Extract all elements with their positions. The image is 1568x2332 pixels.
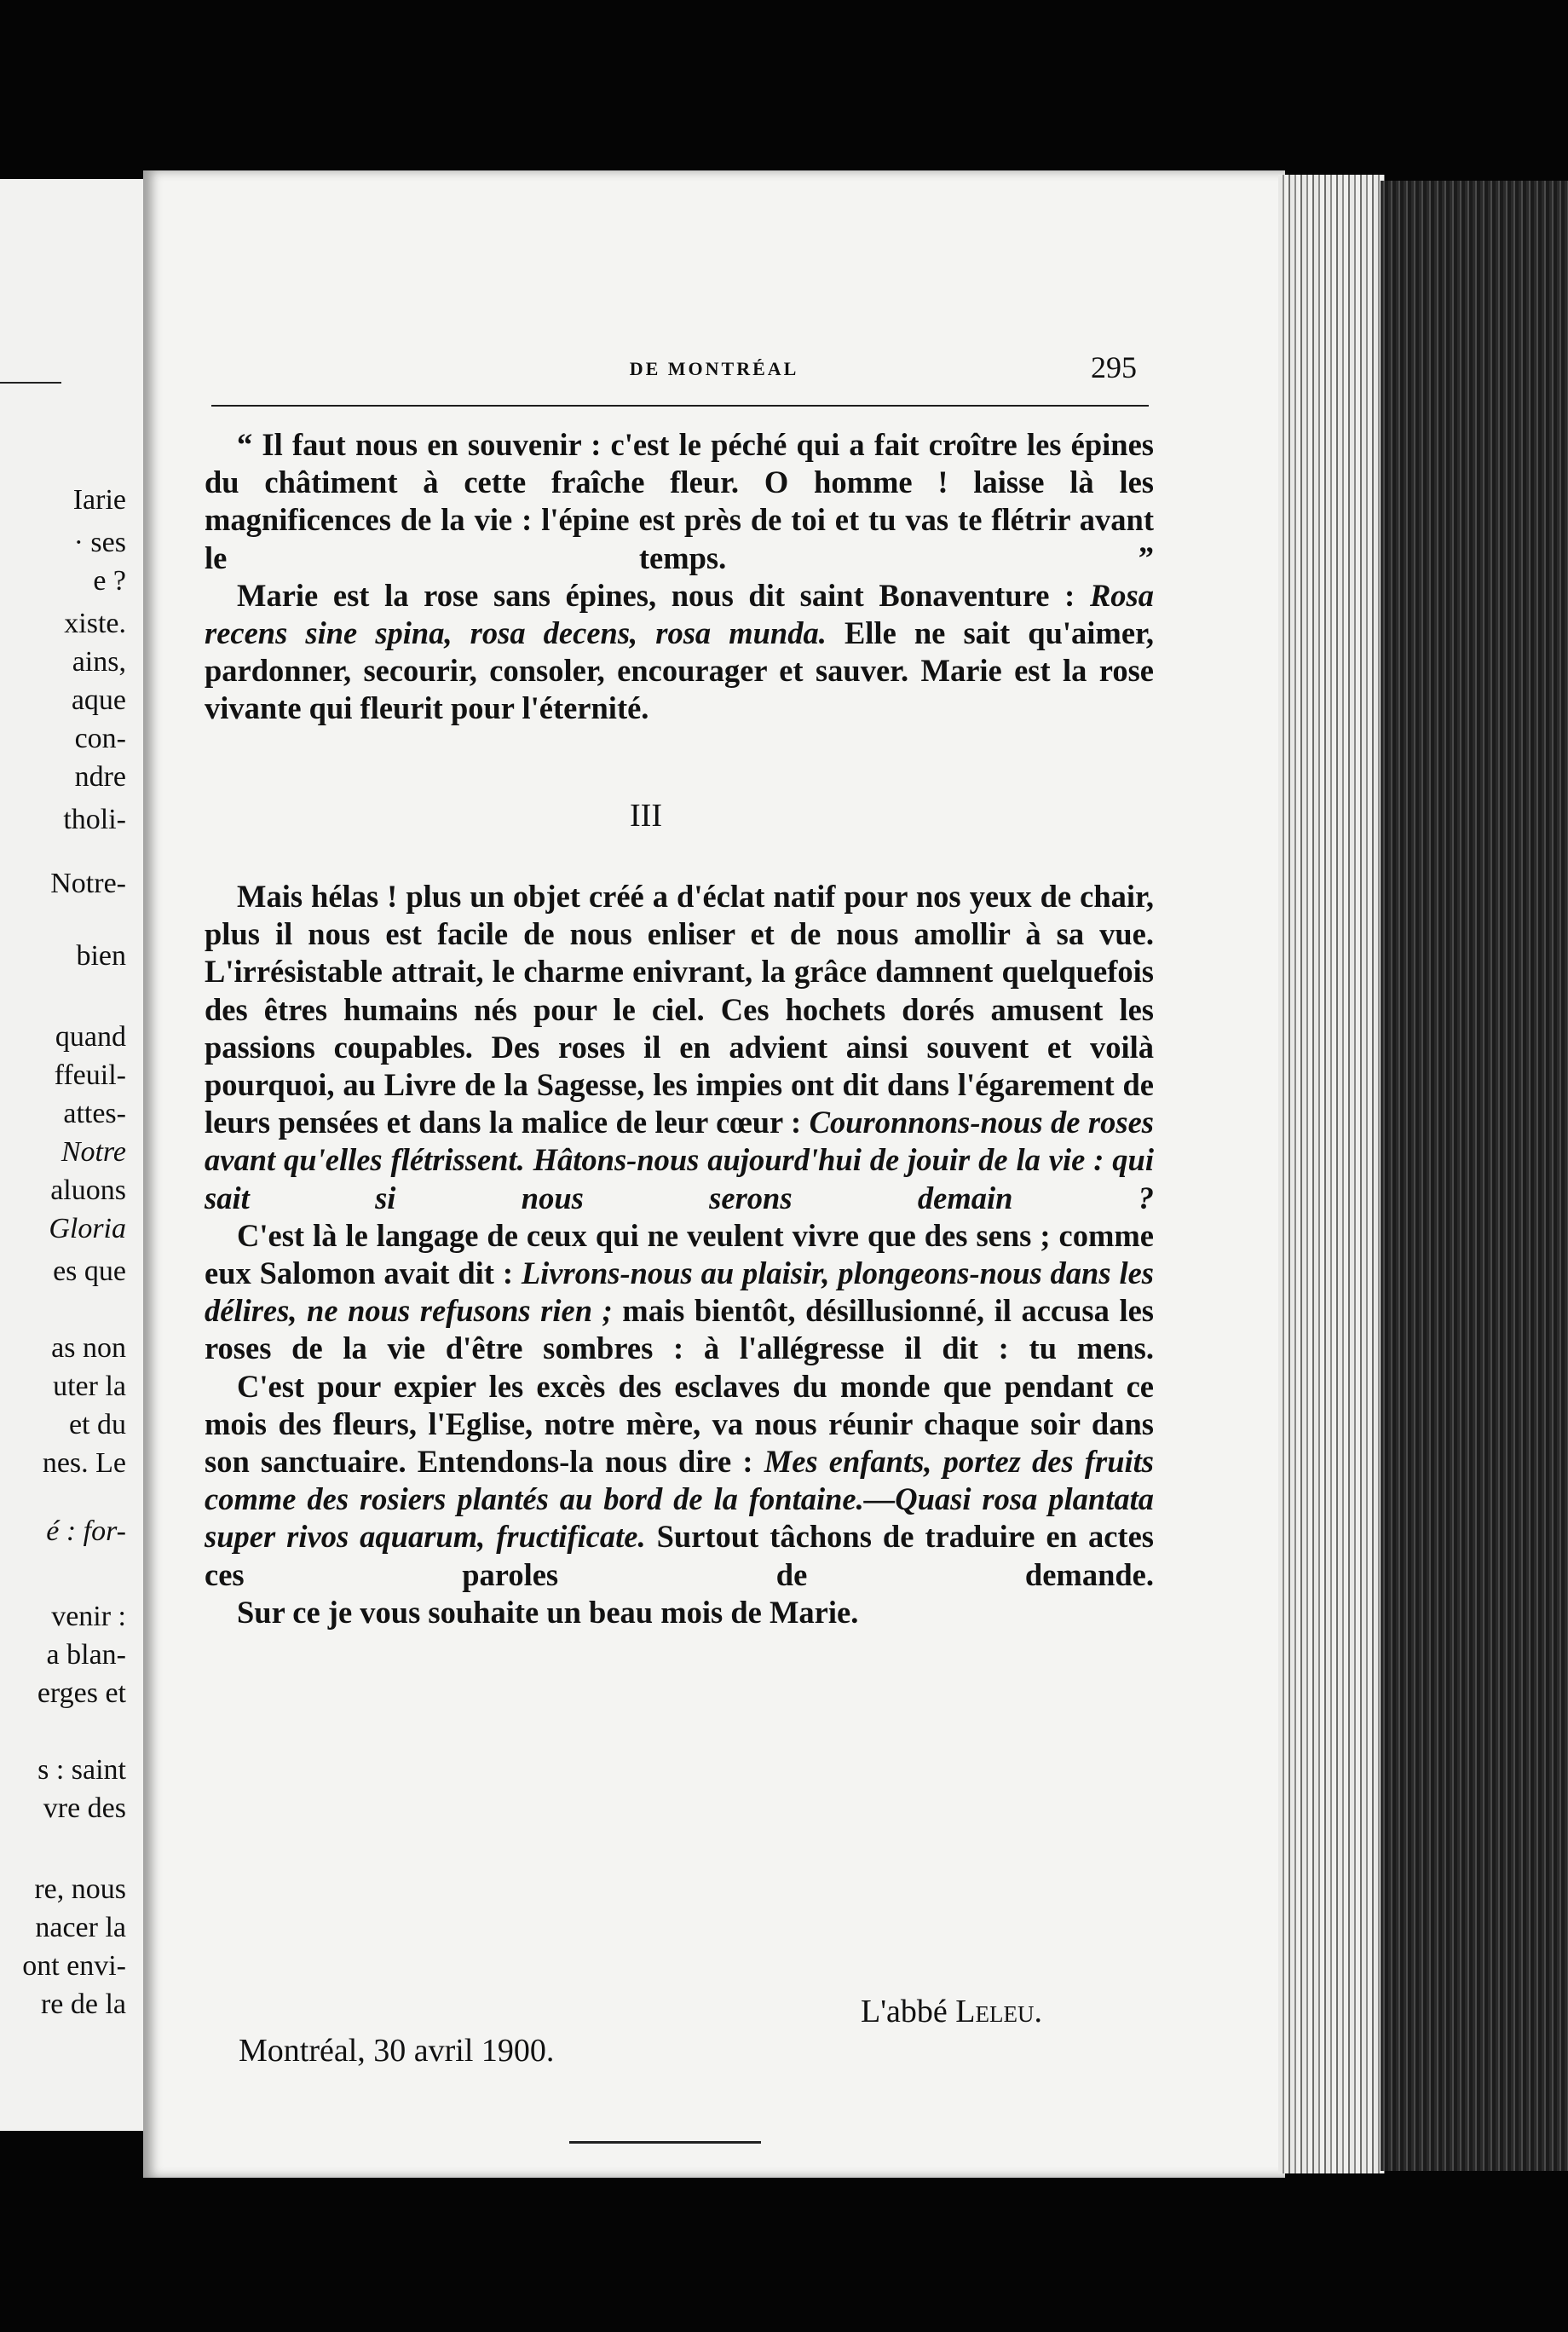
left-page-fragment: con- <box>74 723 126 754</box>
paragraph <box>205 878 1154 1217</box>
left-page-fragment: ffeuil- <box>54 1059 126 1091</box>
paragraph <box>205 577 1154 728</box>
left-page-fragment: a blan- <box>46 1639 126 1671</box>
place-date: Montréal, 30 avril 1900. <box>239 2033 555 2069</box>
text-block-part2 <box>205 878 1154 1631</box>
left-page-fragment: aluons <box>50 1175 126 1206</box>
signature-prefix: L'abbé <box>861 1994 956 2029</box>
signature-name: Leleu. <box>955 1994 1042 2029</box>
paragraph <box>205 1368 1154 1594</box>
left-page-fragment: as non <box>51 1332 126 1364</box>
left-page-fragment: attes- <box>63 1098 126 1129</box>
left-page-fragment: re de la <box>40 1989 126 2020</box>
left-page-header-rule <box>0 382 61 384</box>
italic-segment: Couronnons-nous de roses avant qu'elles flétrissent. Hâtons-nous aujourd'hui de jouir de la vie : qui sait si nous serons demain ? <box>205 1105 1154 1215</box>
left-page-fragment: s : saint <box>37 1754 126 1786</box>
text-block-part1 <box>205 426 1154 728</box>
left-page-fragment: é : for- <box>46 1515 126 1547</box>
page-edges <box>1278 175 1385 2173</box>
left-page-fragment: tholi- <box>63 804 126 835</box>
italic-segment: Livrons-nous au plaisir, plongeons-nous dans les délires, ne nous refusons rien ; <box>205 1255 1154 1329</box>
paragraph <box>205 1594 1154 1631</box>
text-segment: C'est pour expier les excès des esclaves du monde que pendant ce mois des fleurs, l'Eglise, notre mère, va nous réunir chaque soir dans son sanctuaire. Entendons-la nous dire : <box>205 1368 1154 1480</box>
text-segment: Marie est la rose sans épines, nous dit saint Bonaventure : <box>237 577 1090 613</box>
paragraph <box>205 426 1154 577</box>
left-page-fragment: ont envi- <box>22 1950 126 1982</box>
left-page-fragment: Gloria <box>49 1213 126 1244</box>
left-page-fragment: Notre <box>61 1136 126 1168</box>
left-page-fragment: quand <box>55 1021 126 1053</box>
text-segment: “ Il faut nous en souvenir : c'est le péché qui a fait croître les épines du châtiment à cette fraîche fleur. O homme ! laisse là les magnificences de la vie : l'épine est près de toi et tu vas te flétrir avant le temps. ” <box>205 427 1154 575</box>
left-facing-page <box>0 179 147 2131</box>
running-head: DE MONTRÉAL <box>629 358 799 379</box>
left-page-fragment: · ses <box>73 527 126 558</box>
paragraph <box>205 1217 1154 1368</box>
italic-segment: Rosa recens sine spina, rosa decens, rosa munda. <box>205 577 1154 651</box>
left-page-fragment: xiste. <box>64 608 126 639</box>
left-page-fragment: ains, <box>72 646 126 678</box>
left-page-fragment: erges et <box>37 1677 126 1709</box>
text-segment: Mais hélas ! plus un objet créé a d'éclat natif pour nos yeux de chair, plus il nous est facile de nous enliser et de nous amollir à sa vue. L'irrésistable attrait, le charme enivrant, la grâce damnent quelquefois des êtres humains nés pour le ciel. Ces hochets dorés amusent les passions coupables. Des roses il en advient ainsi souvent et voilà pourquoi, au Livre de la Sagesse, les impies ont dit dans l'égarement de leurs pensées et dans la malice de leur cœur : <box>205 879 1154 1140</box>
left-page-fragment: vre des <box>43 1792 126 1824</box>
book-side <box>1381 181 1568 2171</box>
left-page-fragment: Iarie <box>72 484 126 516</box>
left-page-fragment: Notre- <box>50 868 126 899</box>
left-page-fragment: ndre <box>74 761 126 793</box>
page-295 <box>143 170 1285 2178</box>
text-segment: mais bientôt, désillusionné, il accusa les roses de la vie d'être sombres : à l'allégresse il dit : tu mens. <box>205 1293 1154 1366</box>
left-page-fragment: et du <box>68 1409 126 1440</box>
text-segment: Surtout tâchons de traduire en actes ces paroles de demande. <box>205 1519 1154 1592</box>
left-page-fragment: aque <box>71 684 126 716</box>
italic-segment: Mes enfants, portez des fruits comme des rosiers plantés au bord de la fontaine.—Quasi rosa plantata super rivos aquarum, fructificate. <box>205 1444 1154 1555</box>
text-segment: Elle ne sait qu'aimer, pardonner, secourir, consoler, encourager et sauver. Marie est la rose vivante qui fleurit pour l'éternité. <box>205 615 1154 726</box>
left-page-fragment: bien <box>76 940 126 972</box>
text-segment: C'est là le langage de ceux qui ne veulent vivre que des sens ; comme eux Salomon avait dit : <box>205 1217 1154 1291</box>
text-segment: Sur ce je vous souhaite un beau mois de Marie. <box>237 1594 859 1630</box>
left-page-fragment: re, nous <box>34 1873 126 1905</box>
page-number: 295 <box>1091 350 1137 384</box>
signature <box>861 1993 1042 2030</box>
left-page-fragment: es que <box>53 1255 126 1287</box>
left-page-fragment: nacer la <box>35 1912 126 1943</box>
left-page-fragment: uter la <box>53 1371 126 1402</box>
header-rule <box>211 405 1149 407</box>
left-page-fragment: nes. Le <box>42 1447 126 1479</box>
end-rule <box>569 2141 761 2144</box>
left-page-fragment: e ? <box>93 565 126 597</box>
left-page-fragment: venir : <box>51 1601 126 1632</box>
section-number: III <box>630 798 662 834</box>
